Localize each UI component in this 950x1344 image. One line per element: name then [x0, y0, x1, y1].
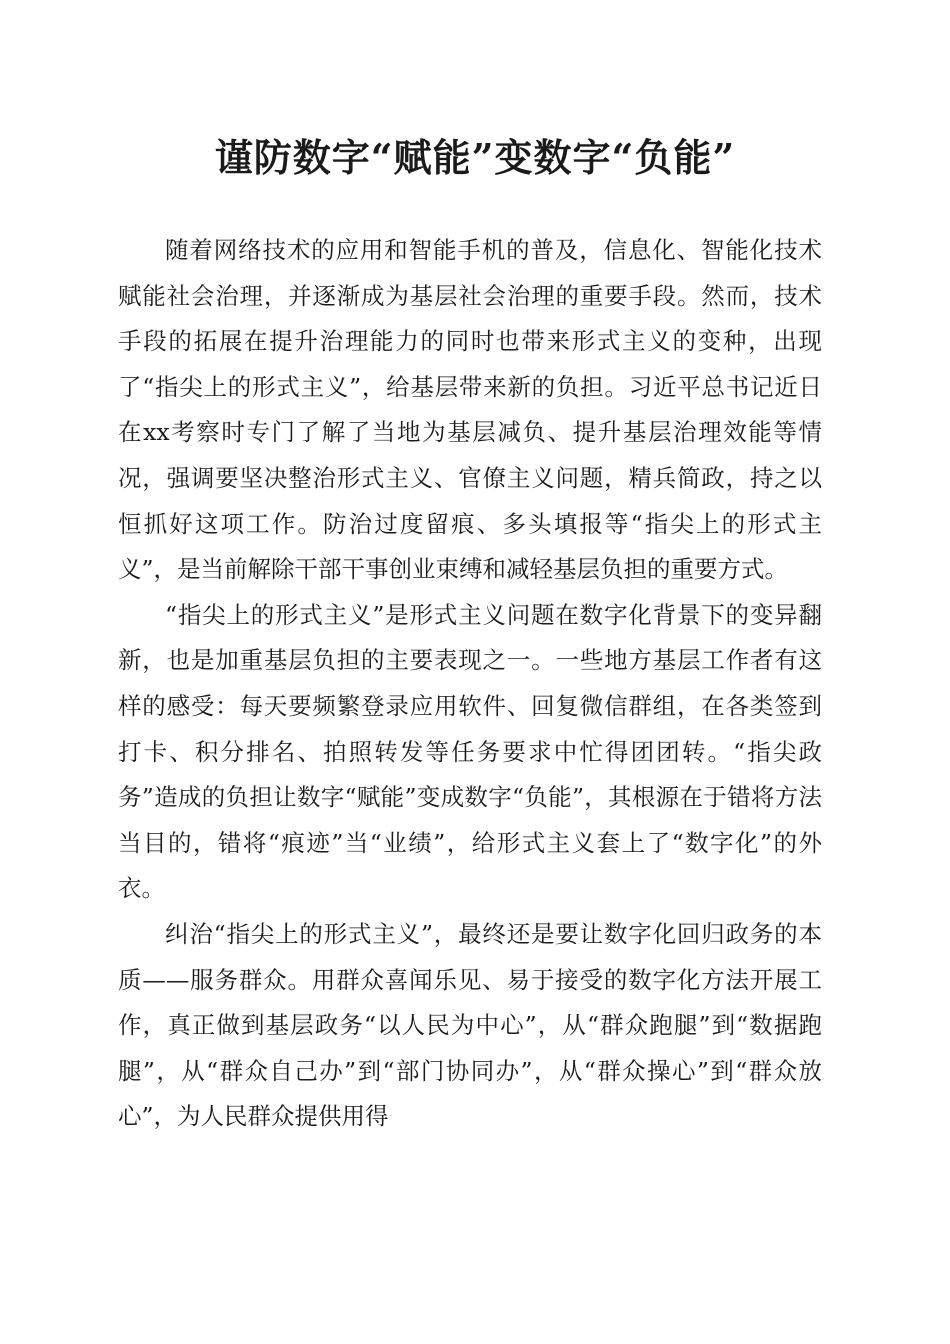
paragraph-1: 随着网络技术的应用和智能手机的普及，信息化、智能化技术赋能社会治理，并逐渐成为基层社会治理的重要手段。然而，技术手段的拓展在提升治理能力的同时也带来形式主义的变种，出现了“指尖上的形式主义”，给基层带来新的负担。习近平总书记近日在xx考察时专门了解了当地为基层减负、提升基层治理效能等情况，强调要坚决整治形式主义、官僚主义问题，精兵简政，持之以恒抓好这项工作。防治过度留痕、多头填报等“指尖上的形式主义”，是当前解除干部干事创业束缚和减轻基层负担的重要方式。 [118, 236, 822, 584]
document-body [118, 228, 822, 1140]
document-title: 谨防数字“赋能”变数字“负能” [214, 135, 736, 180]
paragraph-2: “指尖上的形式主义”是形式主义问题在数字化背景下的变异翻新，也是加重基层负担的主要表现之一。一些地方基层工作者有这样的感受：每天要频繁登录应用软件、回复微信群组，在各类签到打卡、积分排名、拍照转发等任务要求中忙得团团转。“指尖政务”造成的负担让数字“赋能”变成数字“负能”，其根源在于错将方法当目的，错将“痕迹”当“业绩”，给形式主义套上了“数字化”的外衣。 [118, 600, 822, 903]
paragraph-3: 纠治“指尖上的形式主义”，最终还是要让数字化回归政务的本质——服务群众。用群众喜闻乐见、易于接受的数字化方法开展工作，真正做到基层政务“以人民为中心”，从“群众跑腿”到“数据跑腿”，从“群众自己办”到“部门协同办”，从“群众操心”到“群众放心”，为人民群众提供用得 [118, 919, 822, 1131]
